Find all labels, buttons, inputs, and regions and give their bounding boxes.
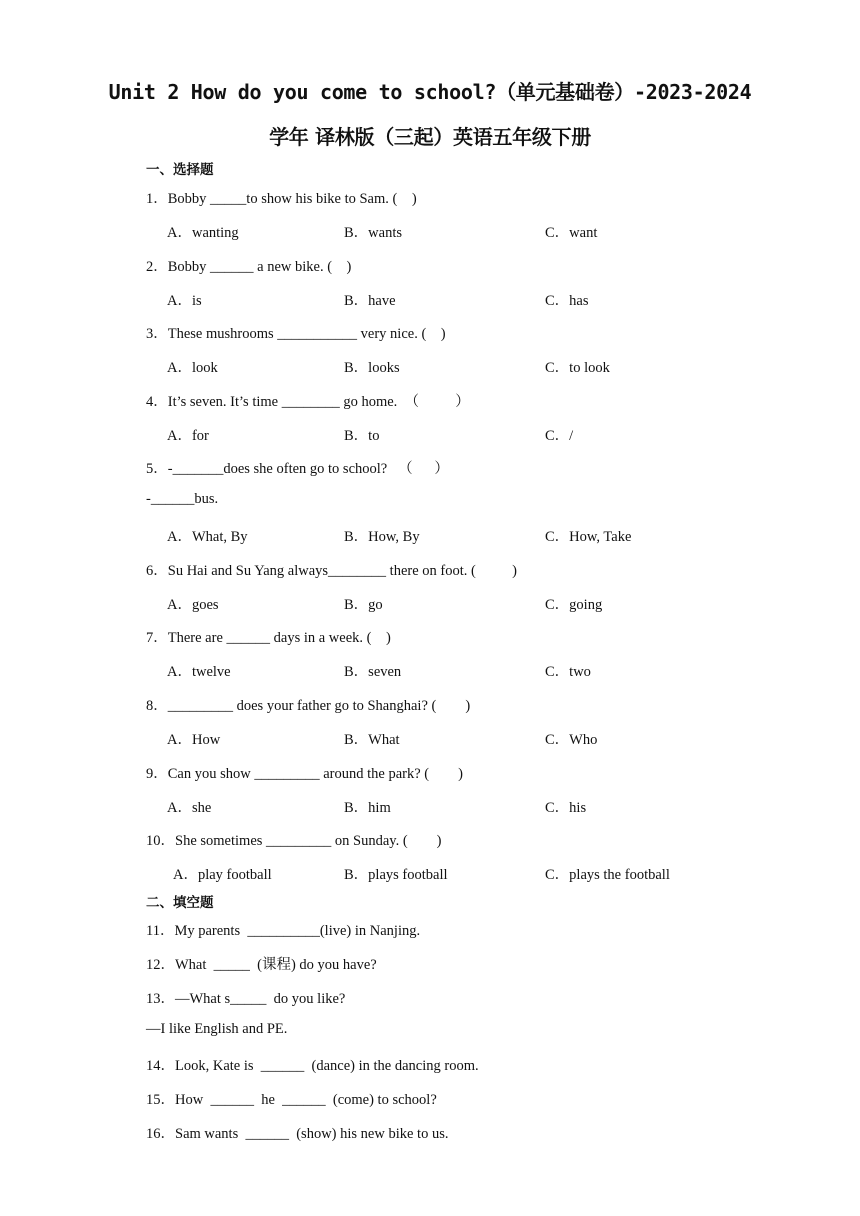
question-2-option-a: A．is	[167, 293, 202, 309]
question-8-option-a: A．How	[167, 732, 221, 748]
question-9-option-a: A．she	[167, 800, 212, 816]
question-7: 7．There are ______ days in a week. ( )	[146, 630, 391, 646]
question-9-option-b: B．him	[344, 800, 391, 816]
question-1-option-a: A．wanting	[167, 225, 239, 241]
question-10-option-c: C．plays the football	[545, 867, 670, 883]
question-1-option-b: B．wants	[344, 225, 402, 241]
question-3-option-b: B．looks	[344, 360, 400, 376]
question-4-option-c: C．/	[545, 428, 574, 444]
question-3: 3．These mushrooms ___________ very nice. ( )	[146, 326, 446, 342]
question-2-option-b: B．have	[344, 293, 396, 309]
question-7-option-a: A．twelve	[167, 664, 231, 680]
question-14: 14．Look, Kate is ______ (dance) in the dancing room.	[146, 1058, 479, 1074]
question-2: 2．Bobby ______ a new bike. ( )	[146, 259, 352, 275]
question-10-option-a: A．play football	[173, 867, 272, 883]
question-13-answer-line: —I like English and PE.	[146, 1021, 288, 1037]
question-7-option-b: B．seven	[344, 664, 402, 680]
question-3-option-a: A．look	[167, 360, 218, 376]
question-5: 5．-_______does she often go to school? （ ）	[146, 461, 449, 477]
question-15: 15．How ______ he ______ (come) to school?	[146, 1092, 437, 1108]
question-16: 16．Sam wants ______ (show) his new bike to us.	[146, 1126, 449, 1142]
question-3-option-c: C．to look	[545, 360, 610, 376]
question-10-option-b: B．plays football	[344, 867, 448, 883]
question-8-option-c: C．Who	[545, 732, 598, 748]
question-1-option-c: C．want	[545, 225, 598, 241]
question-6-option-c: C．going	[545, 597, 603, 613]
question-1: 1．Bobby _____to show his bike to Sam. ( )	[146, 191, 417, 207]
question-9: 9．Can you show _________ around the park? ( )	[146, 766, 463, 782]
question-6-option-a: A．goes	[167, 597, 219, 613]
question-5-option-a: A．What, By	[167, 529, 248, 545]
question-4-option-b: B．to	[344, 428, 380, 444]
section-heading-fill-in: 二、填空题	[146, 895, 214, 911]
question-10: 10．She sometimes _________ on Sunday. ( )	[146, 833, 442, 849]
document-title-line2: 学年 译林版（三起）英语五年级下册	[269, 125, 591, 149]
section-heading-multiple-choice: 一、选择题	[146, 162, 214, 178]
question-2-option-c: C．has	[545, 293, 589, 309]
question-5-option-b: B．How, By	[344, 529, 420, 545]
question-9-option-c: C．his	[545, 800, 587, 816]
question-6-option-b: B．go	[344, 597, 383, 613]
question-4-option-a: A．for	[167, 428, 209, 444]
question-13: 13．—What s_____ do you like?	[146, 991, 346, 1007]
document-title-line1: Unit 2 How do you come to school?（单元基础卷）-2023-2024	[108, 80, 752, 104]
question-5-option-c: C．How, Take	[545, 529, 632, 545]
question-6: 6．Su Hai and Su Yang always________ there on foot. ( )	[146, 563, 517, 579]
question-5-line2: -______bus.	[146, 491, 219, 507]
question-4: 4．It’s seven. It’s time ________ go home. （ ）	[146, 394, 470, 410]
question-8-option-b: B．What	[344, 732, 400, 748]
question-8: 8．_________ does your father go to Shanghai? ( )	[146, 698, 471, 714]
question-11: 11．My parents __________(live) in Nanjing.	[146, 923, 421, 939]
question-12: 12．What _____ (课程) do you have?	[146, 957, 377, 973]
question-7-option-c: C．two	[545, 664, 591, 680]
